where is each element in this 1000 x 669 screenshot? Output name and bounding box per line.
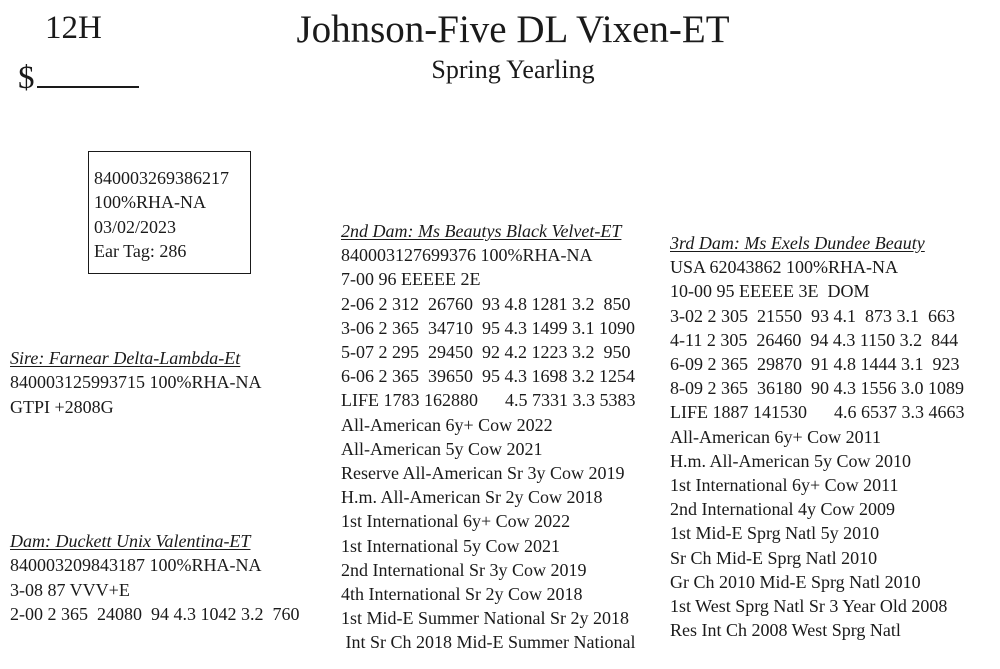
third-dam-line: 1st West Sprg Natl Sr 3 Year Old 2008: [670, 596, 948, 617]
second-dam-line: 7-00 96 EEEEE 2E: [341, 269, 481, 290]
registration-number: 840003269386217: [94, 168, 229, 188]
second-dam-line: Reserve All-American Sr 3y Cow 2019: [341, 463, 625, 484]
third-dam-line: H.m. All-American 5y Cow 2010: [670, 450, 911, 471]
dam-heading: Dam: Duckett Unix Valentina-ET: [10, 531, 251, 551]
third-dam-line: 10-00 95 EEEEE 3E DOM: [670, 281, 870, 302]
dam-line: 2-00 2 365 24080 94 4.3 1042 3.2 760: [10, 603, 300, 624]
third-dam-line: 6-09 2 365 29870 91 4.8 1444 3.1 923: [670, 354, 960, 375]
breed-percentage: 100%RHA-NA: [94, 192, 206, 213]
ear-tag: Ear Tag: 286: [94, 240, 187, 261]
dam-line: 840003209843187 100%RHA-NA: [10, 555, 262, 576]
second-dam-line: H.m. All-American Sr 2y Cow 2018: [341, 487, 603, 508]
third-dam-line: Sr Ch Mid-E Sprg Natl 2010: [670, 547, 878, 568]
sire-block: [10, 346, 262, 419]
second-dam-line: All-American 6y+ Cow 2022: [341, 414, 553, 435]
dam-line: 3-08 87 VVV+E: [10, 579, 130, 600]
third-dam-line: USA 62043862 100%RHA-NA: [670, 257, 899, 278]
second-dam-line: 2-06 2 312 26760 93 4.8 1281 3.2 850: [341, 293, 631, 314]
second-dam-line: 5-07 2 295 29450 92 4.2 1223 3.2 950: [341, 342, 631, 363]
third-dam-line: Res Int Ch 2008 West Sprg Natl: [670, 620, 901, 641]
second-dam-line: Int Sr Ch 2018 Mid-E Summer National: [341, 632, 636, 653]
third-dam-line: 2nd International 4y Cow 2009: [670, 499, 895, 520]
second-dam-line: 1st Mid-E Summer National Sr 2y 2018: [341, 608, 629, 629]
third-dam-line: 1st Mid-E Sprg Natl 5y 2010: [670, 523, 880, 544]
second-dam-line: LIFE 1783 162880 4.5 7331 3.3 5383: [341, 390, 636, 411]
third-dam-line: 1st International 6y+ Cow 2011: [670, 475, 899, 496]
third-dam-line: 3-02 2 305 21550 93 4.1 873 3.1 663: [670, 305, 955, 326]
id-box: [88, 151, 251, 274]
third-dam-line: LIFE 1887 141530 4.6 6537 3.3 4663: [670, 402, 965, 423]
third-dam-block: [670, 231, 965, 642]
third-dam-heading: 3rd Dam: Ms Exels Dundee Beauty: [670, 233, 925, 253]
second-dam-line: 1st International 6y+ Cow 2022: [341, 511, 571, 532]
second-dam-line: 2nd International Sr 3y Cow 2019: [341, 559, 587, 580]
animal-class: Spring Yearling: [431, 55, 595, 84]
third-dam-line: 8-09 2 365 36180 90 4.3 1556 3.0 1089: [670, 378, 964, 399]
lot-number: 12H: [45, 10, 102, 46]
second-dam-line: 840003127699376 100%RHA-NA: [341, 245, 593, 266]
price-label: $: [18, 60, 35, 96]
second-dam-heading: 2nd Dam: Ms Beautys Black Velvet-ET: [341, 221, 622, 241]
dam-block: [10, 529, 300, 626]
second-dam-line: All-American 5y Cow 2021: [341, 438, 543, 459]
second-dam-line: 6-06 2 365 39650 95 4.3 1698 3.2 1254: [341, 366, 635, 387]
sire-line: GTPI +2808G: [10, 396, 114, 417]
third-dam-line: All-American 6y+ Cow 2011: [670, 426, 881, 447]
third-dam-line: 4-11 2 305 26460 94 4.3 1150 3.2 844: [670, 329, 959, 350]
second-dam-line: 3-06 2 365 34710 95 4.3 1499 3.1 1090: [341, 317, 635, 338]
third-dam-line: Gr Ch 2010 Mid-E Sprg Natl 2010: [670, 571, 921, 592]
second-dam-block: [341, 219, 636, 655]
birth-date: 03/02/2023: [94, 216, 177, 237]
second-dam-line: 4th International Sr 2y Cow 2018: [341, 584, 583, 605]
second-dam-line: 1st International 5y Cow 2021: [341, 535, 560, 556]
sire-line: 840003125993715 100%RHA-NA: [10, 372, 262, 393]
sire-heading: Sire: Farnear Delta-Lambda-Et: [10, 348, 241, 368]
animal-name: Johnson-Five DL Vixen-ET: [296, 8, 730, 51]
